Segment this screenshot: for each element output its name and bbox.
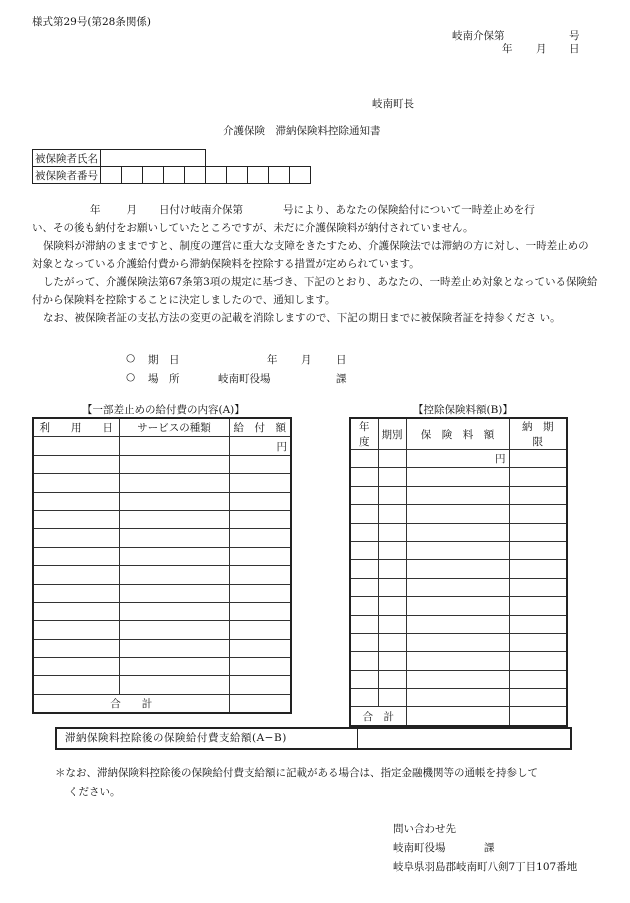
table-b-cell-premium[interactable]	[406, 578, 509, 596]
paragraph-1: 年 月 日付け岐南介保第 号により、あなたの保険給付について一時差止めを行 い、その後も納付をお願いしていたところですが、未だに介護保険料が納付されていません。	[32, 204, 535, 234]
paragraph-3: したがって、介護保険法第67条第3項の規定に基づき、下記のとおり、あなたの、一時差止め対象となっている保険給付から保険料を控除することに決定しましたので、通知します。	[32, 276, 598, 306]
table-row	[350, 597, 567, 615]
appointment-day: 日	[336, 354, 347, 366]
table-a-cell-amount[interactable]	[229, 474, 291, 492]
table-b-total-label: 合 計	[350, 707, 406, 726]
table-a-cell-service[interactable]	[119, 510, 229, 528]
doc-number-prefix: 岐南介保第	[452, 30, 505, 42]
appointment-place-label: 場 所	[148, 373, 180, 385]
table-a-cell-date[interactable]	[33, 510, 119, 528]
table-b-cell-premium[interactable]	[406, 689, 509, 707]
table-a-header-service: サービスの種類	[119, 418, 229, 437]
table-row	[350, 615, 567, 633]
table-b-cell-due-date[interactable]	[509, 689, 567, 707]
insured-number-digit[interactable]	[227, 167, 248, 184]
table-b-cell-period[interactable]	[378, 560, 406, 578]
appointment-date-bullet: ○	[126, 352, 136, 364]
table-b-cell-premium[interactable]	[406, 505, 509, 523]
table-a-cell-date[interactable]	[33, 474, 119, 492]
table-b-cell-period[interactable]	[378, 689, 406, 707]
table-b-cell-due-date[interactable]	[509, 450, 567, 468]
table-b-cell-fiscal-year[interactable]	[350, 578, 378, 596]
note-line-1: ＊なお、滞納保険料控除後の保険給付費支給額に記載がある場合は、指定金融機関等の通帳を持参して	[55, 767, 538, 779]
table-b-header-premium: 保 険 料 額	[406, 418, 509, 450]
insured-number-digit[interactable]	[290, 167, 311, 184]
table-a-cell-service[interactable]	[119, 529, 229, 547]
appointment-place-bullet: ○	[126, 371, 136, 383]
table-b-total-row	[350, 707, 567, 726]
table-b-cell-fiscal-year[interactable]	[350, 670, 378, 688]
table-b-cell-fiscal-year[interactable]	[350, 468, 378, 486]
table-a-cell-service[interactable]	[119, 566, 229, 584]
table-b-header-period: 期別	[378, 418, 406, 450]
table-row	[33, 639, 291, 657]
table-b-cell-premium[interactable]	[406, 615, 509, 633]
table-row	[350, 578, 567, 596]
table-row	[33, 529, 291, 547]
table-b-cell-fiscal-year[interactable]	[350, 560, 378, 578]
table-row	[350, 505, 567, 523]
table-row	[33, 547, 291, 565]
table-b-header-due-date: 納 期 限	[509, 418, 567, 450]
insured-number-digit[interactable]	[206, 167, 227, 184]
insured-number-digit[interactable]	[164, 167, 185, 184]
table-a-total-row	[33, 694, 291, 713]
table-b-cell-premium[interactable]	[406, 652, 509, 670]
table-b-cell-due-date[interactable]	[509, 505, 567, 523]
deducted-premium-table	[349, 417, 568, 727]
table-b-cell-premium[interactable]: 円	[406, 450, 509, 468]
net-payment-box	[55, 727, 572, 750]
table-b-total-amount[interactable]	[406, 707, 509, 726]
table-a-header-date: 利 用 日	[33, 418, 119, 437]
table-row	[33, 676, 291, 694]
table-b-cell-due-date[interactable]	[509, 541, 567, 559]
table-b-cell-due-date[interactable]	[509, 486, 567, 504]
table-b-cell-fiscal-year[interactable]	[350, 597, 378, 615]
table-row	[350, 633, 567, 651]
table-row	[350, 560, 567, 578]
table-row	[350, 468, 567, 486]
table-b-cell-fiscal-year[interactable]	[350, 505, 378, 523]
net-payment-value[interactable]	[358, 729, 570, 748]
table-b-cell-due-date[interactable]	[509, 670, 567, 688]
table-b-cell-due-date[interactable]	[509, 468, 567, 486]
contact-address: 岐阜県羽島郡岐南町八剣7丁目107番地	[393, 861, 578, 873]
table-a-cell-service[interactable]	[119, 492, 229, 510]
table-a-cell-amount[interactable]	[229, 455, 291, 473]
table-b-cell-period[interactable]	[378, 486, 406, 504]
table-a-cell-date[interactable]	[33, 584, 119, 602]
insured-number-digit[interactable]	[122, 167, 143, 184]
table-row	[350, 652, 567, 670]
table-a-cell-service[interactable]	[119, 621, 229, 639]
table-row	[350, 450, 567, 468]
table-b-cell-premium[interactable]	[406, 597, 509, 615]
addressee: 岐南町長	[372, 98, 414, 110]
table-b-cell-fiscal-year[interactable]	[350, 523, 378, 541]
table-a-cell-date[interactable]	[33, 658, 119, 676]
table-b-cell-period[interactable]	[378, 450, 406, 468]
table-b-cell-due-date[interactable]	[509, 615, 567, 633]
appointment-place-suffix: 課	[336, 373, 347, 385]
table-b-cell-period[interactable]	[378, 468, 406, 486]
date-month: 月	[536, 43, 547, 55]
table-b-cell-premium[interactable]	[406, 541, 509, 559]
table-b-cell-period[interactable]	[378, 523, 406, 541]
table-a-cell-date[interactable]	[33, 492, 119, 510]
contact-heading: 問い合わせ先	[393, 823, 456, 835]
date-year: 年	[502, 43, 513, 55]
table-a-cell-amount[interactable]	[229, 676, 291, 694]
table-a-cell-amount[interactable]	[229, 529, 291, 547]
table-a-cell-service[interactable]	[119, 455, 229, 473]
table-a-total-amount[interactable]	[229, 694, 291, 713]
table-row	[350, 541, 567, 559]
table-b-cell-fiscal-year[interactable]	[350, 486, 378, 504]
table-a-cell-date[interactable]	[33, 547, 119, 565]
table-b-cell-period[interactable]	[378, 615, 406, 633]
appointment-year: 年	[267, 354, 278, 366]
table-row	[33, 566, 291, 584]
table-b-cell-fiscal-year[interactable]	[350, 633, 378, 651]
table-a-total-label: 合 計	[33, 694, 229, 713]
table-a-header-amount: 給 付 額	[229, 418, 291, 437]
table-row	[350, 486, 567, 504]
table-a-cell-amount[interactable]	[229, 639, 291, 657]
table-b-cell-period[interactable]	[378, 578, 406, 596]
table-row	[33, 455, 291, 473]
table-b-cell-fiscal-year[interactable]	[350, 652, 378, 670]
contact-office: 岐南町役場	[393, 842, 446, 854]
table-a-cell-date[interactable]	[33, 602, 119, 620]
table-row	[350, 670, 567, 688]
table-a-cell-date[interactable]	[33, 529, 119, 547]
table-a-cell-service[interactable]	[119, 547, 229, 565]
table-a-cell-service[interactable]	[119, 584, 229, 602]
table-a-cell-date[interactable]	[33, 455, 119, 473]
table-a-cell-service[interactable]	[119, 602, 229, 620]
table-a-caption: 【一部差止めの給付費の内容(A)】	[82, 404, 245, 416]
table-a-cell-amount[interactable]	[229, 566, 291, 584]
table-row	[350, 523, 567, 541]
table-a-cell-amount[interactable]	[229, 492, 291, 510]
table-a-cell-date[interactable]	[33, 621, 119, 639]
table-b-cell-period[interactable]	[378, 633, 406, 651]
table-b-cell-due-date[interactable]	[509, 652, 567, 670]
table-b-cell-period[interactable]	[378, 505, 406, 523]
table-b-total-blank	[509, 707, 567, 726]
table-b-cell-fiscal-year[interactable]	[350, 541, 378, 559]
form-number: 様式第29号(第28条関係)	[32, 16, 151, 28]
net-payment-label: 滞納保険料控除後の保険給付費支給額(A−B)	[57, 729, 358, 748]
table-b-cell-period[interactable]	[378, 597, 406, 615]
insured-number-digit[interactable]	[185, 167, 206, 184]
table-b-caption: 【控除保険料額(B)】	[413, 404, 513, 416]
date-day: 日	[569, 43, 580, 55]
paragraph-2: 保険料が滞納のままですと、制度の運営に重大な支障をきたすため、介護保険法では滞納の方に対し、一時差止めの対象となっている介護給付費から滞納保険料を控除する措置が定められています。	[32, 240, 589, 270]
table-a-cell-date[interactable]	[33, 437, 119, 455]
table-a-cell-service[interactable]	[119, 658, 229, 676]
insured-number-label: 被保険者番号	[33, 167, 101, 184]
table-a-cell-service[interactable]	[119, 437, 229, 455]
insured-number-digit[interactable]	[101, 167, 122, 184]
insured-number-digit[interactable]	[143, 167, 164, 184]
table-a-cell-amount[interactable]	[229, 510, 291, 528]
insured-table	[32, 149, 311, 184]
table-b-cell-due-date[interactable]	[509, 578, 567, 596]
insured-number-digit[interactable]	[248, 167, 269, 184]
table-row	[33, 658, 291, 676]
document-title: 介護保険 滞納保険料控除通知書	[223, 125, 381, 137]
table-b-cell-due-date[interactable]	[509, 633, 567, 651]
table-b-cell-due-date[interactable]	[509, 597, 567, 615]
note-line-2: ください。	[68, 786, 121, 798]
table-b-cell-fiscal-year[interactable]	[350, 615, 378, 633]
table-row	[33, 621, 291, 639]
table-row	[350, 689, 567, 707]
table-row	[33, 474, 291, 492]
table-b-cell-fiscal-year[interactable]	[350, 450, 378, 468]
table-b-cell-period[interactable]	[378, 541, 406, 559]
contact-office-suffix: 課	[484, 842, 495, 854]
table-a-cell-amount[interactable]	[229, 547, 291, 565]
paragraph-4: なお、被保険者証の支払方法の変更の記載を消除しますので、下記の期日までに被保険者証を持参くださ い。	[43, 312, 561, 324]
table-row	[33, 584, 291, 602]
table-a-cell-service[interactable]	[119, 676, 229, 694]
table-b-header-fiscal-year: 年度	[350, 418, 378, 450]
appointment-place-value: 岐南町役場	[218, 373, 271, 385]
insured-number-digit[interactable]	[269, 167, 290, 184]
table-row	[33, 510, 291, 528]
appointment-month: 月	[301, 354, 312, 366]
table-b-cell-premium[interactable]	[406, 486, 509, 504]
table-a-cell-date[interactable]	[33, 639, 119, 657]
table-b-cell-premium[interactable]	[406, 670, 509, 688]
table-b-cell-premium[interactable]	[406, 468, 509, 486]
table-a-cell-amount[interactable]	[229, 658, 291, 676]
table-row	[33, 437, 291, 455]
table-row	[33, 602, 291, 620]
table-a-cell-amount[interactable]: 円	[229, 437, 291, 455]
table-b-cell-fiscal-year[interactable]	[350, 689, 378, 707]
table-b-cell-period[interactable]	[378, 652, 406, 670]
table-a-cell-amount[interactable]	[229, 602, 291, 620]
doc-number-suffix: 号	[569, 30, 580, 42]
table-b-cell-premium[interactable]	[406, 633, 509, 651]
table-b-cell-premium[interactable]	[406, 560, 509, 578]
insured-name-label: 被保険者氏名	[33, 150, 101, 167]
insured-name-field[interactable]	[101, 150, 206, 167]
table-a-cell-service[interactable]	[119, 474, 229, 492]
table-b-cell-premium[interactable]	[406, 523, 509, 541]
table-a-cell-date[interactable]	[33, 676, 119, 694]
benefit-suspension-table	[32, 417, 292, 714]
table-a-cell-service[interactable]	[119, 639, 229, 657]
table-a-cell-date[interactable]	[33, 566, 119, 584]
body-text	[32, 201, 598, 327]
table-row	[33, 492, 291, 510]
table-b-cell-period[interactable]	[378, 670, 406, 688]
table-a-cell-amount[interactable]	[229, 621, 291, 639]
table-b-cell-due-date[interactable]	[509, 560, 567, 578]
table-b-cell-due-date[interactable]	[509, 523, 567, 541]
table-a-cell-amount[interactable]	[229, 584, 291, 602]
appointment-date-label: 期 日	[148, 354, 180, 366]
